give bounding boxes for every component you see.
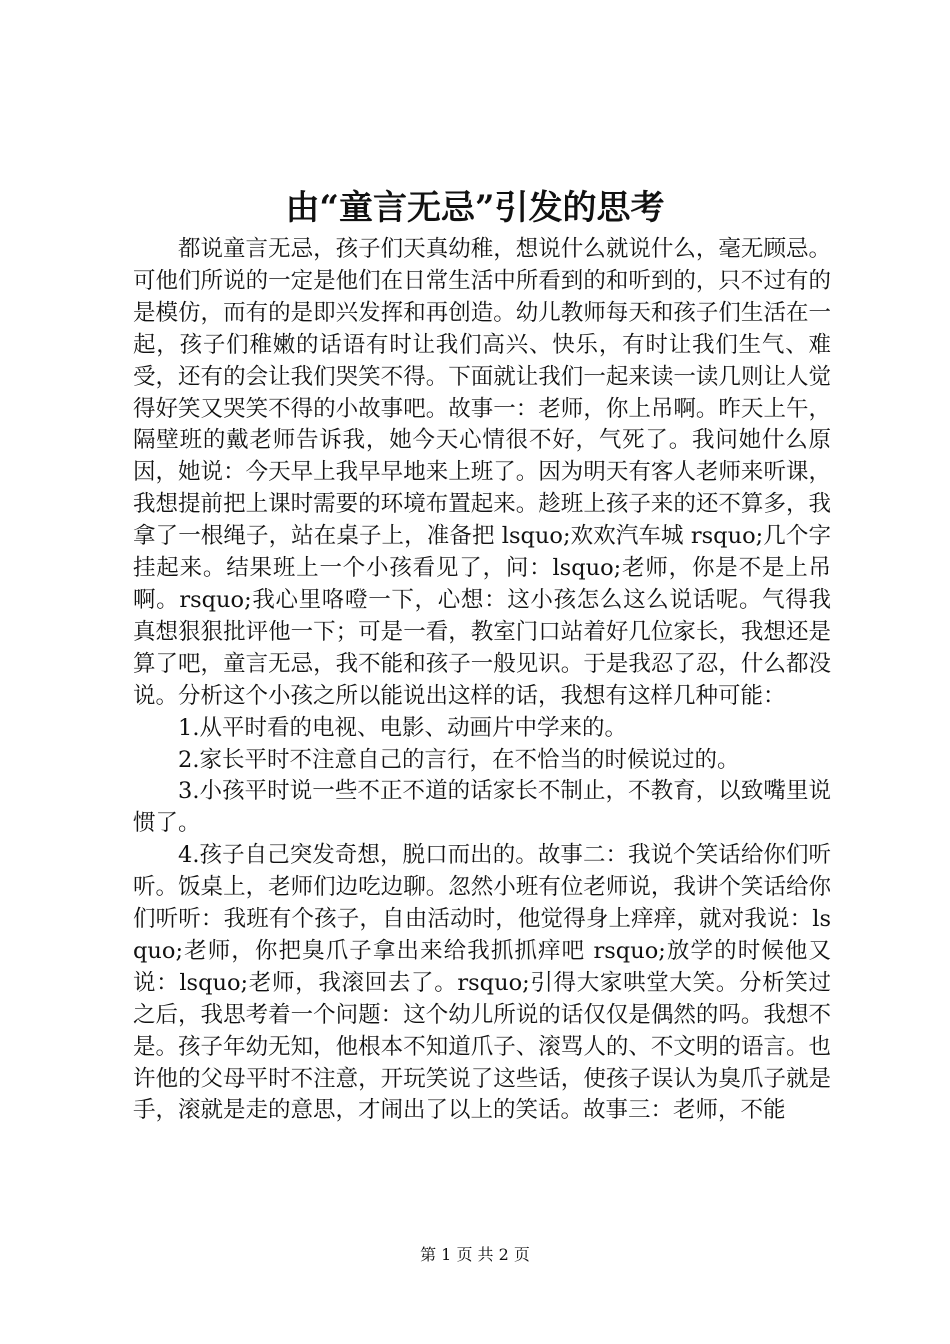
document-body	[133, 234, 831, 1127]
list-item-3: 3.小孩平时说一些不正不道的话家长不制止，不教育，以致嘴里说惯了。	[133, 778, 831, 837]
page-number-footer: 第 1 页 共 2 页	[420, 1245, 530, 1264]
document-title: 由“童言无忌”引发的思考	[285, 188, 665, 228]
list-item-4: 4.孩子自己突发奇想，脱口而出的。故事二：我说个笑话给你们听听。饭桌上，老师们边吃边聊。忽然小班有位老师说，我讲个笑话给你们听听：我班有个孩子，自由活动时，他觉得身上痒痒，就对我说：lsquo;老师，你把臭爪子拿出来给我抓抓痒吧 rsquo;放学的时候他又说：lsquo;老师，我滚回去了。rsquo;引得大家哄堂大笑。分析笑过之后，我思考着一个问题：这个幼儿所说的话仅仅是偶然的吗。我想不是。孩子年幼无知，他根本不知道爪子、滚骂人的、不文明的语言。也许他的父母平时不注意，开玩笑说了这些话，使孩子误认为臭爪子就是手，滚就是走的意思，才闹出了以上的笑话。故事三：老师，不能	[133, 842, 831, 1124]
paragraph-intro: 都说童言无忌，孩子们天真幼稚，想说什么就说什么，毫无顾忌。可他们所说的一定是他们在日常生活中所看到的和听到的，只不过有的是模仿，而有的是即兴发挥和再创造。幼儿教师每天和孩子们生活在一起，孩子们稚嫩的话语有时让我们高兴、快乐，有时让我们生气、难受，还有的会让我们哭笑不得。下面就让我们一起来读一读几则让人觉得好笑又哭笑不得的小故事吧。故事一：老师，你上吊啊。昨天上午，隔壁班的戴老师告诉我，她今天心情很不好，气死了。我问她什么原因，她说：今天早上我早早地来上班了。因为明天有客人老师来听课，我想提前把上课时需要的环境布置起来。趁班上孩子来的还不算多，我拿了一根绳子，站在桌子上，准备把 lsquo;欢欢汽车城 rsquo;几个字挂起来。结果班上一个小孩看见了，问：lsquo;老师，你是不是上吊啊。rsquo;我心里咯噔一下，心想：这小孩怎么这么说话呢。气得我真想狠狠批评他一下；可是一看，教室门口站着好几位家长，我想还是算了吧，童言无忌，我不能和孩子一般见识。于是我忍了忍，什么都没说。分析这个小孩之所以能说出这样的话，我想有这样几种可能：	[133, 236, 831, 709]
list-item-2: 2.家长平时不注意自己的言行，在不恰当的时候说过的。	[178, 746, 740, 773]
list-item-1: 1.从平时看的电视、电影、动画片中学来的。	[178, 714, 627, 741]
